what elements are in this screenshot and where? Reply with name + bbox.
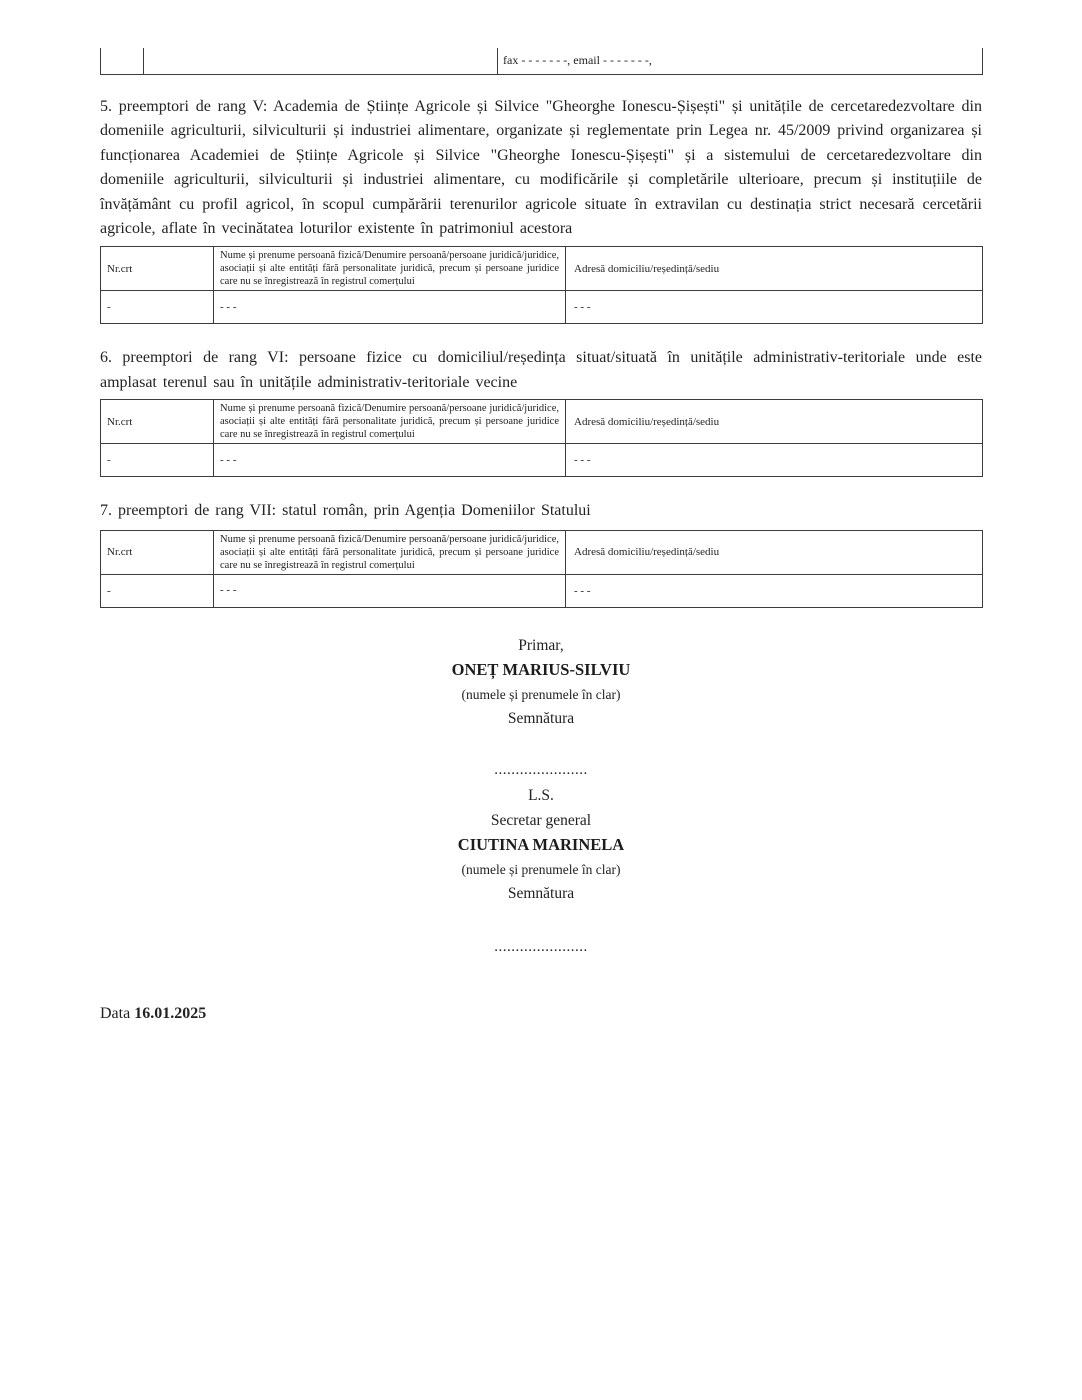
- header-nume: Nume și prenume persoană fizică/Denumire persoană/persoane juridică/juridice, asociații și alte entități fără personalitate juridică, precum și persoane juridice care nu se înregistrează în registrul comerțului: [214, 530, 566, 574]
- header-nume: Nume și prenume persoană fizică/Denumire persoană/persoane juridică/juridice, asociații și alte entități fără personalitate juridică, precum și persoane juridice care nu se înregistrează în registrul comerțului: [214, 400, 566, 444]
- signature-label: Semnătura: [507, 885, 575, 903]
- preemptor-table-rang-5: [100, 246, 983, 324]
- header-adresa: Adresă domiciliu/reședință/sediu: [566, 400, 983, 444]
- empty-cell: [101, 48, 144, 74]
- fax-email-cell: fax - - - - - - -, email - - - - - - -,: [498, 48, 983, 74]
- table-header-row: [101, 400, 983, 444]
- header-nrcrt: Nr.crt: [101, 530, 214, 574]
- table-header-row: [101, 247, 983, 291]
- date-label: Data: [100, 1005, 131, 1023]
- table-header-row: [101, 530, 983, 574]
- primar-title: Primar,: [518, 636, 564, 654]
- ls-label: L.S.: [528, 787, 554, 805]
- table-row: [101, 444, 983, 477]
- preemptor-table-rang-7: [100, 530, 983, 608]
- header-adresa: Adresă domiciliu/reședință/sediu: [566, 530, 983, 574]
- primar-name: ONEȚ MARIUS-SILVIU: [451, 660, 631, 680]
- paragraph-rang-5: 5. preemptori de rang V: Academia de Științe Agricole și Silvice "Gheorghe Ionescu-Șișești" și unitățile de cercetaredezvoltare din domeniile agriculturii, silviculturii și industriei alimentare, organizate și reglementate prin Legea nr. 45/2009 privind organizarea și funcționarea Academiei de Științe Agricole și Silvice "Gheorghe Ionescu-Șișești" și a sistemului de cercetaredezvoltare din domeniile agriculturii, silviculturii și industriei alimentare, cu modificările și completările ulterioare, precum și instituțiile de învățământ cu profil agricol, în scopul cumpărării terenurilor agricole situate în extravilan cu destinația strict necesară cercetării agricole, aflate în vecinătatea loturilor existente în patrimoniul acestora: [100, 97, 982, 238]
- table-row: [101, 291, 983, 324]
- table-row: [101, 574, 983, 607]
- empty-cell: [144, 48, 498, 74]
- signature-label: Semnătura: [507, 710, 575, 728]
- cell-nrcrt: -: [101, 444, 214, 477]
- signature-dots-line: ......................: [494, 938, 588, 955]
- cell-nume: - - -: [214, 291, 566, 324]
- contact-table-fragment: [100, 48, 983, 75]
- cell-adresa: - - -: [566, 291, 983, 324]
- paragraph-rang-6: 6. preemptori de rang VI: persoane fizice cu domiciliul/reședința situat/situată în unitățile administrativ-teritoriale unde este amplasat terenul sau în unitățile administrativ-teritoriale vecine: [100, 349, 982, 391]
- signature-dots-line: ......................: [494, 761, 588, 778]
- date-line: [100, 1005, 982, 1023]
- header-nume: Nume și prenume persoană fizică/Denumire persoană/persoane juridică/juridice, asociații și alte entități fără personalitate juridică, precum și persoane juridice care nu se înregistrează în registrul comerțului: [214, 247, 566, 291]
- header-nrcrt: Nr.crt: [101, 400, 214, 444]
- name-clarification-note: (numele și prenumele în clar): [461, 861, 621, 877]
- cell-nrcrt: -: [101, 574, 214, 607]
- contact-table-row: [101, 48, 983, 74]
- date-value: 16.01.2025: [134, 1005, 207, 1023]
- secretary-title: Secretar general: [490, 811, 592, 829]
- signature-block: [100, 634, 982, 960]
- header-adresa: Adresă domiciliu/reședință/sediu: [566, 247, 983, 291]
- preemptor-table-rang-6: [100, 399, 983, 477]
- cell-nrcrt: -: [101, 291, 214, 324]
- header-nrcrt: Nr.crt: [101, 247, 214, 291]
- cell-nume: - - -: [214, 444, 566, 477]
- cell-adresa: - - -: [566, 574, 983, 607]
- name-clarification-note: (numele și prenumele în clar): [461, 686, 621, 702]
- paragraph-rang-7: 7. preemptori de rang VII: statul român, prin Agenția Domeniilor Statului: [100, 502, 591, 520]
- cell-adresa: - - -: [566, 444, 983, 477]
- cell-nume: - - -: [214, 574, 566, 607]
- secretary-name: CIUTINA MARINELA: [457, 835, 625, 855]
